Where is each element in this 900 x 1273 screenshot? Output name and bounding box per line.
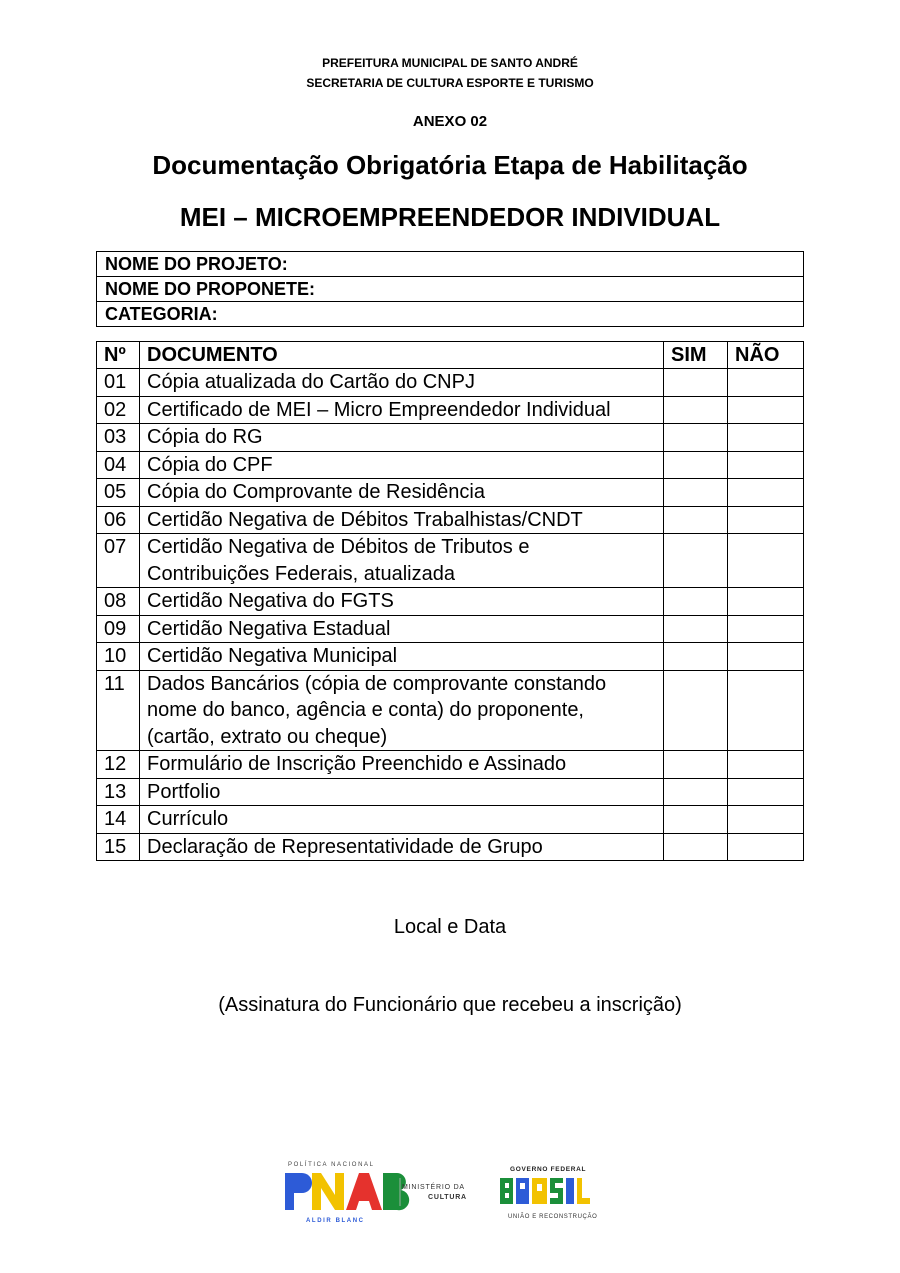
row-document: Certidão Negativa de Débitos de Tributos e Contribuições Federais, atualizada <box>140 534 664 588</box>
annex-label: ANEXO 02 <box>412 113 488 130</box>
org-name-line1: PREFEITURA MUNICIPAL DE SANTO ANDRÉ <box>322 56 578 70</box>
ministry-line2: CULTURA <box>428 1194 467 1201</box>
row-document: Declaração de Representatividade de Grupo <box>140 833 664 861</box>
yes-checkbox-cell[interactable] <box>664 479 728 507</box>
yes-checkbox-cell[interactable] <box>664 588 728 616</box>
row-document: Formulário de Inscrição Preenchido e Assinado <box>140 751 664 779</box>
row-number: 08 <box>97 588 140 616</box>
yes-checkbox-cell[interactable] <box>664 396 728 424</box>
table-row <box>97 778 804 806</box>
page-title: Documentação Obrigatória Etapa de Habilitação <box>152 150 748 180</box>
yes-checkbox-cell[interactable] <box>664 534 728 588</box>
table-row <box>97 643 804 671</box>
yes-checkbox-cell[interactable] <box>664 451 728 479</box>
row-document: Cópia do CPF <box>140 451 664 479</box>
no-checkbox-cell[interactable] <box>728 479 804 507</box>
row-document: Portfolio <box>140 778 664 806</box>
info-table <box>96 251 804 327</box>
row-number: 09 <box>97 615 140 643</box>
row-number: 07 <box>97 534 140 588</box>
row-number: 11 <box>97 670 140 751</box>
row-number: 14 <box>97 806 140 834</box>
gov-brasil-logo <box>500 1166 597 1220</box>
no-checkbox-cell[interactable] <box>728 806 804 834</box>
gov-bottom-text: UNIÃO E RECONSTRUÇÃO <box>508 1214 598 1220</box>
no-checkbox-cell[interactable] <box>728 778 804 806</box>
project-name-field[interactable]: NOME DO PROJETO: <box>97 252 804 277</box>
sponsor-logos <box>282 1158 622 1228</box>
row-number: 04 <box>97 451 140 479</box>
yes-checkbox-cell[interactable] <box>664 670 728 751</box>
pnab-top-text: POLÍTICA NACIONAL <box>288 1162 375 1168</box>
row-document: Cópia do Comprovante de Residência <box>140 479 664 507</box>
no-checkbox-cell[interactable] <box>728 369 804 397</box>
yes-checkbox-cell[interactable] <box>664 643 728 671</box>
table-row <box>97 506 804 534</box>
no-checkbox-cell[interactable] <box>728 751 804 779</box>
org-name-line2: SECRETARIA DE CULTURA ESPORTE E TURISMO <box>306 76 594 90</box>
table-row <box>97 670 804 751</box>
row-number: 06 <box>97 506 140 534</box>
table-row <box>97 534 804 588</box>
table-row <box>97 479 804 507</box>
row-document: Certidão Negativa de Débitos Trabalhistas/CNDT <box>140 506 664 534</box>
pnab-logo <box>285 1161 467 1224</box>
signature-label: (Assinatura do Funcionário que recebeu a inscrição) <box>218 994 682 1016</box>
local-date-label: Local e Data <box>393 916 507 938</box>
row-document: Dados Bancários (cópia de comprovante constando nome do banco, agência e conta) do proponente, (cartão, extrato ou cheque) <box>140 670 664 751</box>
row-number: 13 <box>97 778 140 806</box>
no-checkbox-cell[interactable] <box>728 506 804 534</box>
yes-checkbox-cell[interactable] <box>664 806 728 834</box>
page-subtitle: MEI – MICROEMPREENDEDOR INDIVIDUAL <box>179 202 721 232</box>
table-row <box>97 751 804 779</box>
no-checkbox-cell[interactable] <box>728 588 804 616</box>
logos-svg <box>282 1158 622 1228</box>
no-checkbox-cell[interactable] <box>728 451 804 479</box>
row-number: 01 <box>97 369 140 397</box>
no-checkbox-cell[interactable] <box>728 670 804 751</box>
proponent-name-field[interactable]: NOME DO PROPONETE: <box>97 277 804 302</box>
table-row <box>97 451 804 479</box>
row-number: 10 <box>97 643 140 671</box>
ministry-line1: MINISTÉRIO DA <box>402 1184 465 1191</box>
yes-checkbox-cell[interactable] <box>664 615 728 643</box>
table-row <box>97 615 804 643</box>
no-checkbox-cell[interactable] <box>728 615 804 643</box>
no-checkbox-cell[interactable] <box>728 424 804 452</box>
row-number: 02 <box>97 396 140 424</box>
yes-checkbox-cell[interactable] <box>664 751 728 779</box>
header-yes: SIM <box>664 342 728 369</box>
row-document: Cópia atualizada do Cartão do CNPJ <box>140 369 664 397</box>
row-number: 15 <box>97 833 140 861</box>
table-row <box>97 369 804 397</box>
yes-checkbox-cell[interactable] <box>664 778 728 806</box>
row-document: Certificado de MEI – Micro Empreendedor Individual <box>140 396 664 424</box>
header-no: NÃO <box>728 342 804 369</box>
row-document: Certidão Negativa Municipal <box>140 643 664 671</box>
yes-checkbox-cell[interactable] <box>664 424 728 452</box>
row-document: Certidão Negativa Estadual <box>140 615 664 643</box>
row-document: Cópia do RG <box>140 424 664 452</box>
table-row <box>97 424 804 452</box>
documents-table <box>96 341 804 861</box>
pnab-bottom-text: ALDIR BLANC <box>306 1218 365 1224</box>
table-header-row <box>97 342 804 369</box>
no-checkbox-cell[interactable] <box>728 833 804 861</box>
no-checkbox-cell[interactable] <box>728 643 804 671</box>
table-row <box>97 396 804 424</box>
row-document: Currículo <box>140 806 664 834</box>
row-number: 05 <box>97 479 140 507</box>
yes-checkbox-cell[interactable] <box>664 369 728 397</box>
table-row <box>97 833 804 861</box>
gov-top-text: GOVERNO FEDERAL <box>510 1166 587 1173</box>
row-document: Certidão Negativa do FGTS <box>140 588 664 616</box>
row-number: 03 <box>97 424 140 452</box>
category-field[interactable]: CATEGORIA: <box>97 302 804 327</box>
yes-checkbox-cell[interactable] <box>664 833 728 861</box>
no-checkbox-cell[interactable] <box>728 396 804 424</box>
table-row <box>97 806 804 834</box>
header-number: Nº <box>97 342 140 369</box>
table-row <box>97 588 804 616</box>
yes-checkbox-cell[interactable] <box>664 506 728 534</box>
row-number: 12 <box>97 751 140 779</box>
no-checkbox-cell[interactable] <box>728 534 804 588</box>
header-document: DOCUMENTO <box>140 342 664 369</box>
